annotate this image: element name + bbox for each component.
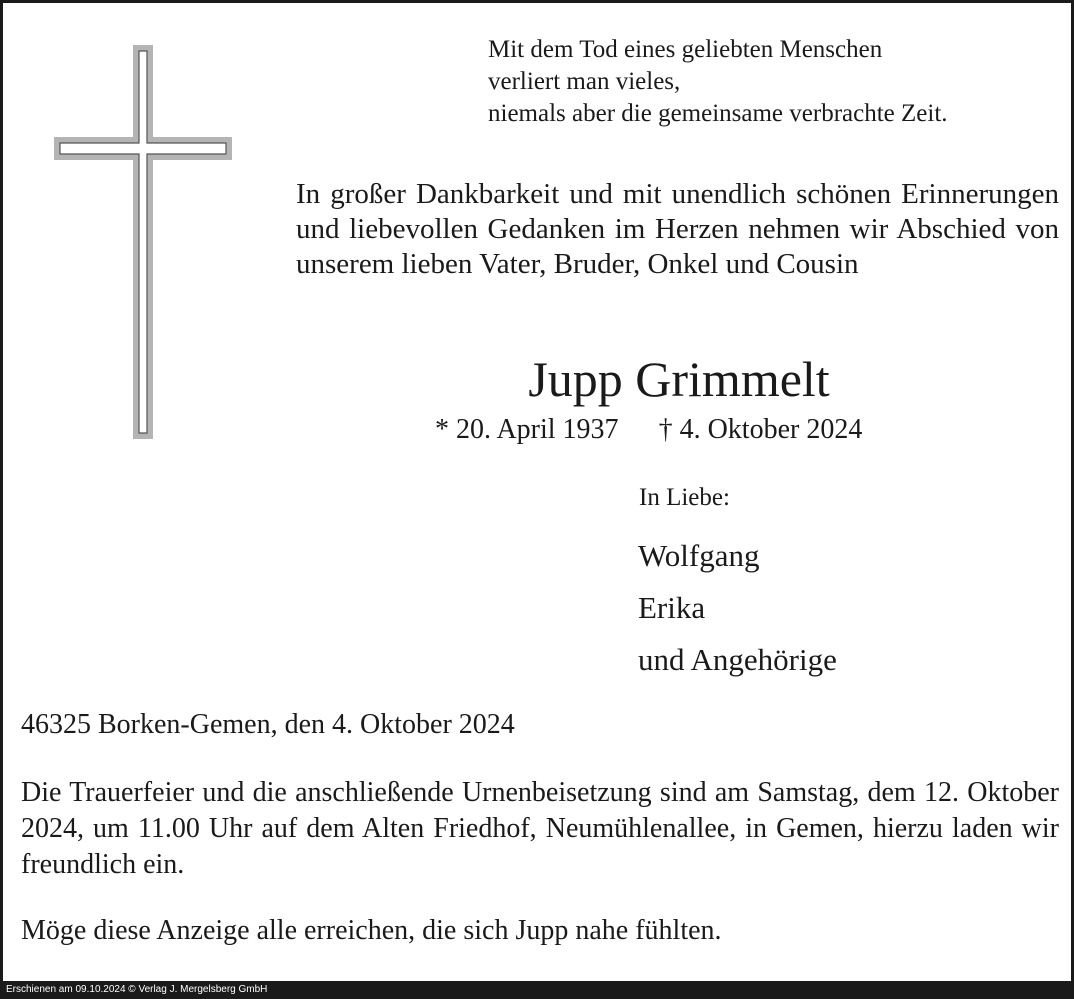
closing-note: Möge diese Anzeige alle erreichen, die sich Jupp nahe fühlten. [21, 915, 722, 946]
deceased-name: Jupp Grimmelt [528, 351, 830, 407]
place-date: 46325 Borken-Gemen, den 4. Oktober 2024 [21, 709, 515, 740]
mourners-list [638, 530, 837, 686]
motto-line: niemals aber die gemeinsame verbrachte Zeit. [488, 100, 948, 127]
death-date: † 4. Oktober 2024 [658, 414, 863, 445]
motto-line: verliert man vieles, [488, 68, 681, 95]
intro-text: In großer Dankbarkeit und mit unendlich schönen Erinnerungen und liebevollen Gedanken im Herzen nehmen wir Abschied von unserem lieben Vater, Bruder, Onkel und Cousin [296, 178, 1059, 280]
motto-line: Mit dem Tod eines geliebten Menschen [488, 36, 883, 63]
publication-footer: Erschienen am 09.10.2024 © Verlag J. Mergelsberg GmbH [3, 981, 1071, 999]
motto [488, 34, 1068, 130]
mourners-label: In Liebe: [639, 484, 730, 511]
mourner-name: Erika [638, 590, 706, 625]
mourner-name: Wolfgang [638, 538, 760, 573]
ceremony-details: Die Trauerfeier und die anschließende Urnenbeisetzung sind am Samstag, dem 12. Oktober 2024, um 11.00 Uhr auf dem Alten Friedhof, Neumühlenallee, in Gemen, hierzu laden wir freundlich ein. [21, 777, 1059, 880]
birth-date: * 20. April 1937 [435, 414, 619, 445]
life-dates [435, 412, 862, 448]
mourner-name: und Angehörige [638, 642, 837, 677]
